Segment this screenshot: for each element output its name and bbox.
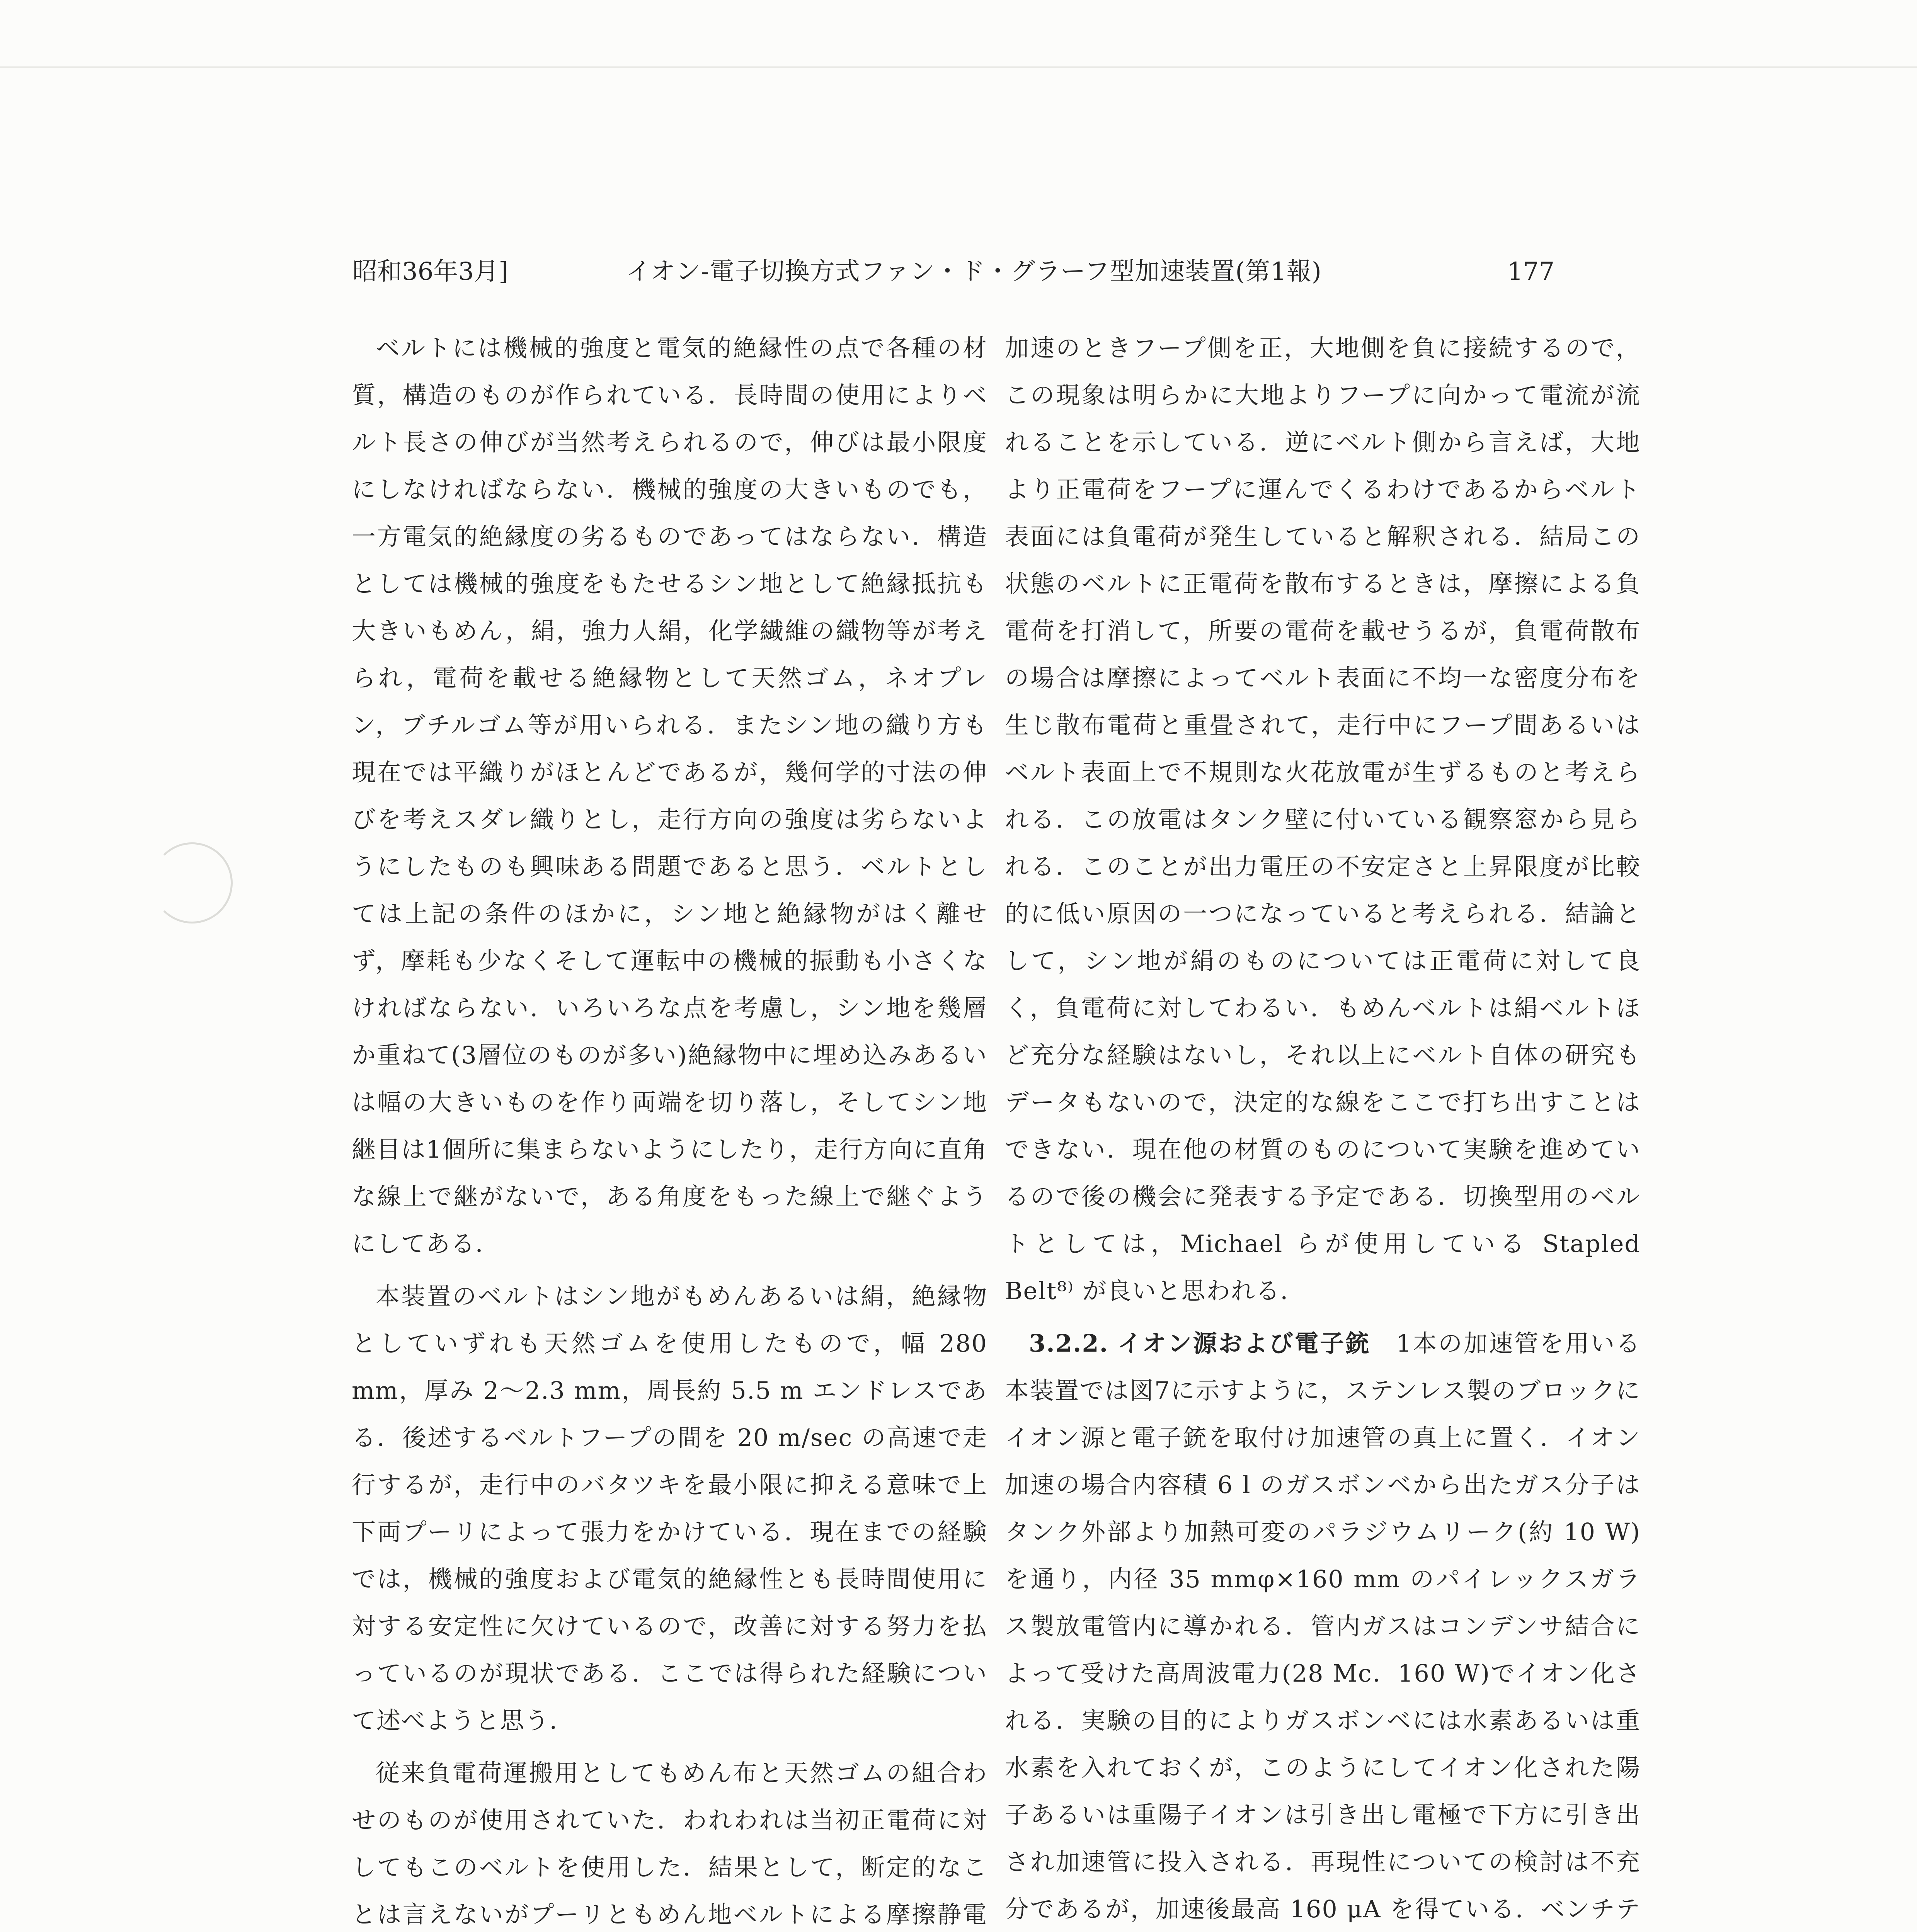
section-body: 1本の加速管を用いる本装置では図7に示すように，ステンレス製のブロックにイオン源と電子銃を取付け加速管の真上に置く．イオン加速の場合内容積 6 l のガスボンベから出たガス分子はタンク外部より加熱可変のパラジウムリーク(約 10 W)を通り，内径 35 mmφ×160 mm のパイレックスガラス製放電管内に導かれる．管内ガスはコンデンサ結合によって受けた高周波電力(28 Mc．160 W)でイオン化される．実験の目的によりガスボンベには水素あるいは重水素を入れておくが，このようにしてイオン化された陽子あるいは重陽子イオンは引き出し電極で下方に引き出され加速管に投入される．再現性についての検討は不充分であるが，加速後最高 160 μA を得ている．ベンチテ <box>1005 1329 1641 1923</box>
paragraph-belt-spec: 本装置のベルトはシン地がもめんあるいは絹，絶縁物としていずれも天然ゴムを使用したもので，幅 280 mm，厚み 2～2.3 mm，周長約 5.5 m エンドレスである．後述するベルトフープの間を 20 m/sec の高速で走行するが，走行中のバタツキを最小限に抑える意味で上下両プーリによって張力をかけている．現在までの経験では，機械的強度および電気的絶縁性とも長時間使用に対する安定性に欠けているので，改善に対する努力を払っているのが現状である．ここでは得られた経験について述べようと思う． <box>352 1282 988 1735</box>
running-header-title: イオン-電子切換方式ファン・ド・グラーフ型加速装置(第1報) <box>626 257 1322 286</box>
running-header-date: 昭和36年3月] <box>352 257 509 286</box>
section-number: 3.2.2. <box>1029 1329 1109 1357</box>
page-number: 177 <box>1507 257 1555 286</box>
section-title: イオン源および電子銃 <box>1117 1329 1371 1357</box>
punch-hole-mark <box>152 842 233 923</box>
page-edge-line <box>0 66 1917 68</box>
paragraph-discharge: 加速のときフープ側を正，大地側を負に接続するので，この現象は明らかに大地よりフープに向かって電流が流れることを示している．逆にベルト側から言えば，大地より正電荷をフープに運んでくるわけであるからベルト表面には負電荷が発生していると解釈される．結局この状態のベルトに正電荷を散布するときは，摩擦による負電荷を打消して，所要の電荷を載せうるが，負電荷散布の場合は摩擦によってベルト表面に不均一な密度分布を生じ散布電荷と重畳されて，走行中にフープ間あるいはベルト表面上で不規則な火花放電が生ずるものと考えられる．この放電はタンク壁に付いている観察窓から見られる．このことが出力電圧の不安定さと上昇限度が比較的に低い原因の一つになっていると考えられる．結論として，シン地が絹のものについては正電荷に対して良く，負電荷に対してわるい．もめんベルトは絹ベルトほど充分な経験はないし，それ以上にベルト自体の研究もデータもないので，決定的な線をここで打ち出すことはできない．現在他の材質のものについて実験を進めているので後の機会に発表する予定である．切換型用のベルトとしては，Michael らが使用している Stapled Belt⁸⁾ が良いと思われる． <box>1005 334 1641 1305</box>
paragraph-ion-source <box>1005 1320 1641 1932</box>
paragraph-belt-experience: 従来負電荷運搬用としてもめん布と天然ゴムの組合わせのものが使用されていた．われわれは当初正電荷に対してもこのベルトを使用した．結果として，断定的なことは言えないがプーリともめん地ベルトによる摩擦静電 <box>352 1759 987 1929</box>
left-column <box>352 325 987 1932</box>
right-column <box>1005 325 1641 1932</box>
paragraph-belt-materials: ベルトには機械的強度と電気的絶縁性の点で各種の材質，構造のものが作られている．長時間の使用によりベルト長さの伸びが当然考えられるので，伸びは最小限度にしなければならない．機械的強度の大きいものでも，一方電気的絶縁度の劣るものであってはならない．構造としては機械的強度をもたせるシン地として絶縁抵抗も大きいもめん，絹，強力人絹，化学繊維の織物等が考えられ，電荷を載せる絶縁物として天然ゴム，ネオプレン，ブチルゴム等が用いられる．またシン地の織り方も現在では平織りがほとんどであるが，幾何学的寸法の伸びを考えスダレ織りとし，走行方向の強度は劣らないようにしたものも興味ある問題であると思う．ベルトとしては上記の条件のほかに，シン地と絶縁物がはく離せず，摩耗も少なくそして運転中の機械的振動も小さくなければならない．いろいろな点を考慮し，シン地を幾層か重ねて(3層位のものが多い)絶縁物中に埋め込みあるいは幅の大きいものを作り両端を切り落し，そしてシン地継目は1個所に集まらないようにしたり，走行方向に直角な線上で継がないで，ある角度をもった線上で継ぐようにしてある． <box>352 334 987 1258</box>
